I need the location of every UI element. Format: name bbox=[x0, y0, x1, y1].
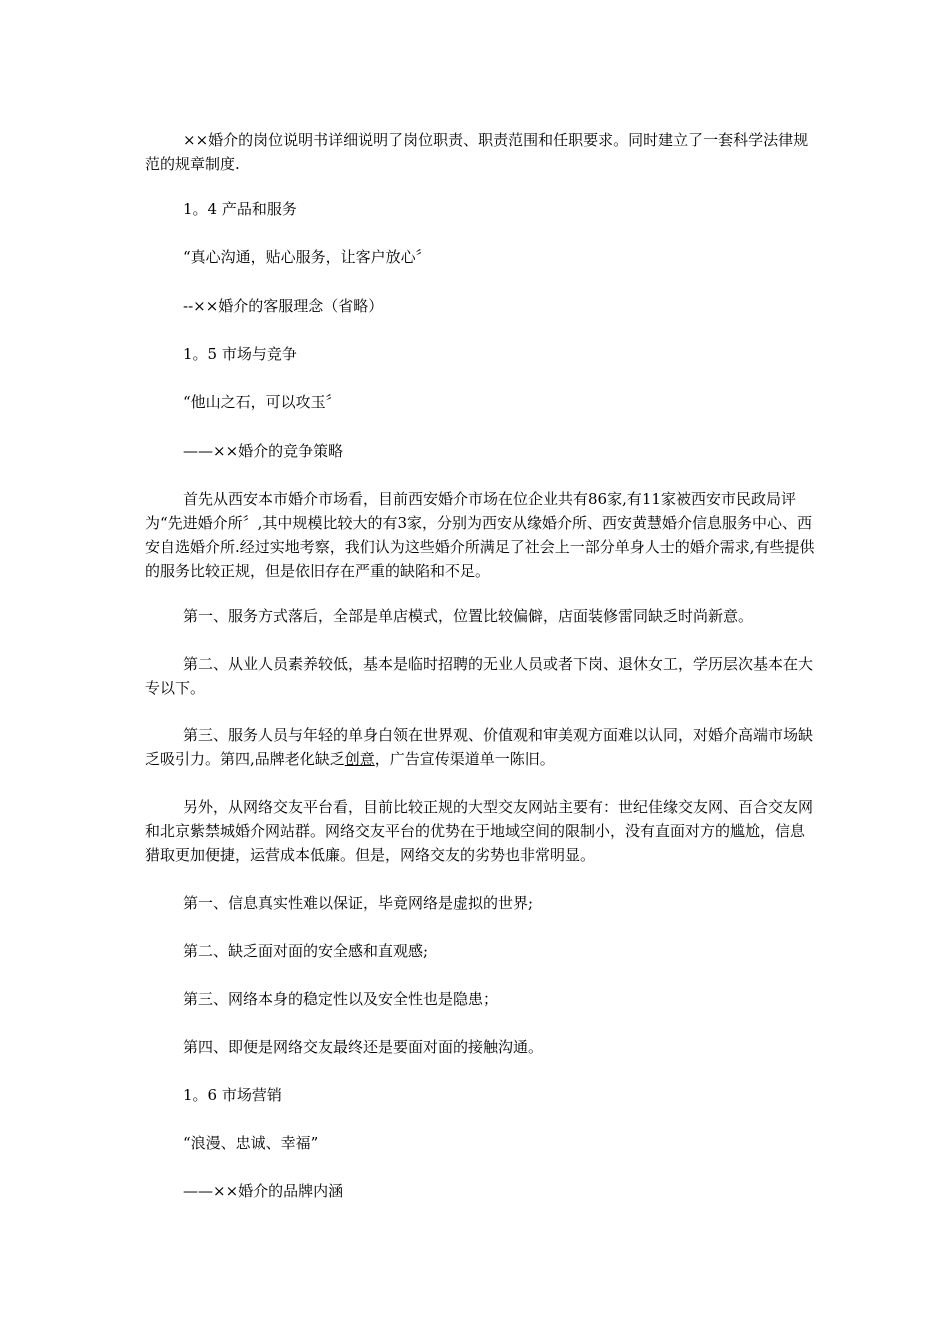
paragraph-third-text: 第三、服务人员与年轻的单身白领在世界观、价值观和审美观方面难以认同，对婚介高端市场缺乏吸引力。第四,品牌老化缺乏 bbox=[145, 726, 814, 768]
quote-service-motto: “真心沟通，贴心服务，让客户放心〞 bbox=[183, 248, 431, 266]
paragraph-first-weakness: 第一、服务方式落后，全部是单店模式，位置比较偏僻，店面装修雷同缺乏时尚新意。 bbox=[183, 607, 754, 625]
quote-service-source: --××婚介的客服理念（省略） bbox=[183, 297, 384, 315]
paragraph-online-third: 第三、网络本身的稳定性以及安全性也是隐患； bbox=[183, 990, 499, 1008]
quote-brand-motto: “浪漫、忠诚、幸福” bbox=[183, 1134, 319, 1152]
paragraph-second-weakness: 第二、从业人员素养较低，基本是临时招聘的无业人员或者下岗、退休女工，学历层次基本在大专以下。 bbox=[145, 655, 814, 697]
paragraph-online-dating: 另外，从网络交友平台看，目前比较正规的大型交友网站主要有：世纪佳缘交友网、百合交友网和北京紫禁城婚介网站群。网络交友平台的优势在于地域空间的限制小，没有直面对方的尴尬，信息猎取更加便捷，运营成本低廉。但是，网络交友的劣势也非常明显。 bbox=[145, 798, 814, 864]
quote-competition-source: ——××婚介的竞争策略 bbox=[183, 442, 344, 460]
paragraph-online-first: 第一、信息真实性难以保证，毕竟网络是虚拟的世界; bbox=[183, 894, 534, 912]
paragraph-online-fourth: 第四、即便是网络交友最终还是要面对面的接触沟通。 bbox=[183, 1038, 544, 1056]
quote-brand-source: ——××婚介的品牌内涵 bbox=[183, 1182, 344, 1200]
paragraph-online-second: 第二、缺乏面对面的安全感和直观感; bbox=[183, 942, 429, 960]
section-heading-1-4: 1。4 产品和服务 bbox=[183, 200, 297, 218]
quote-competition-motto: “他山之石，可以攻玉〞 bbox=[183, 393, 341, 411]
section-heading-1-6: 1。6 市场营销 bbox=[183, 1086, 282, 1104]
creativity-link[interactable]: 创意 bbox=[344, 750, 375, 768]
paragraph-third-fourth-weakness bbox=[145, 723, 815, 771]
paragraph-job-description: ××婚介的岗位说明书详细说明了岗位职责、职责范围和任职要求。同时建立了一套科学法律规范的规章制度. bbox=[145, 131, 809, 173]
section-heading-1-5: 1。5 市场与竞争 bbox=[183, 345, 297, 363]
paragraph-xian-market: 首先从西安本市婚介市场看，目前西安婚介市场在位企业共有86家,有11家被西安市民政局评为“先进婚介所〞,其中规模比较大的有3家，分别为西安从缘婚介所、西安黄慧婚介信息服务中心、西安自选婚介所.经过实地考察，我们认为这些婚介所满足了社会上一部分单身人士的婚介需求,有些提供的服务比较正规，但是依旧存在严重的缺陷和不足。 bbox=[145, 490, 815, 580]
paragraph-fourth-text: ，广告宣传渠道单一陈旧。 bbox=[374, 750, 555, 768]
